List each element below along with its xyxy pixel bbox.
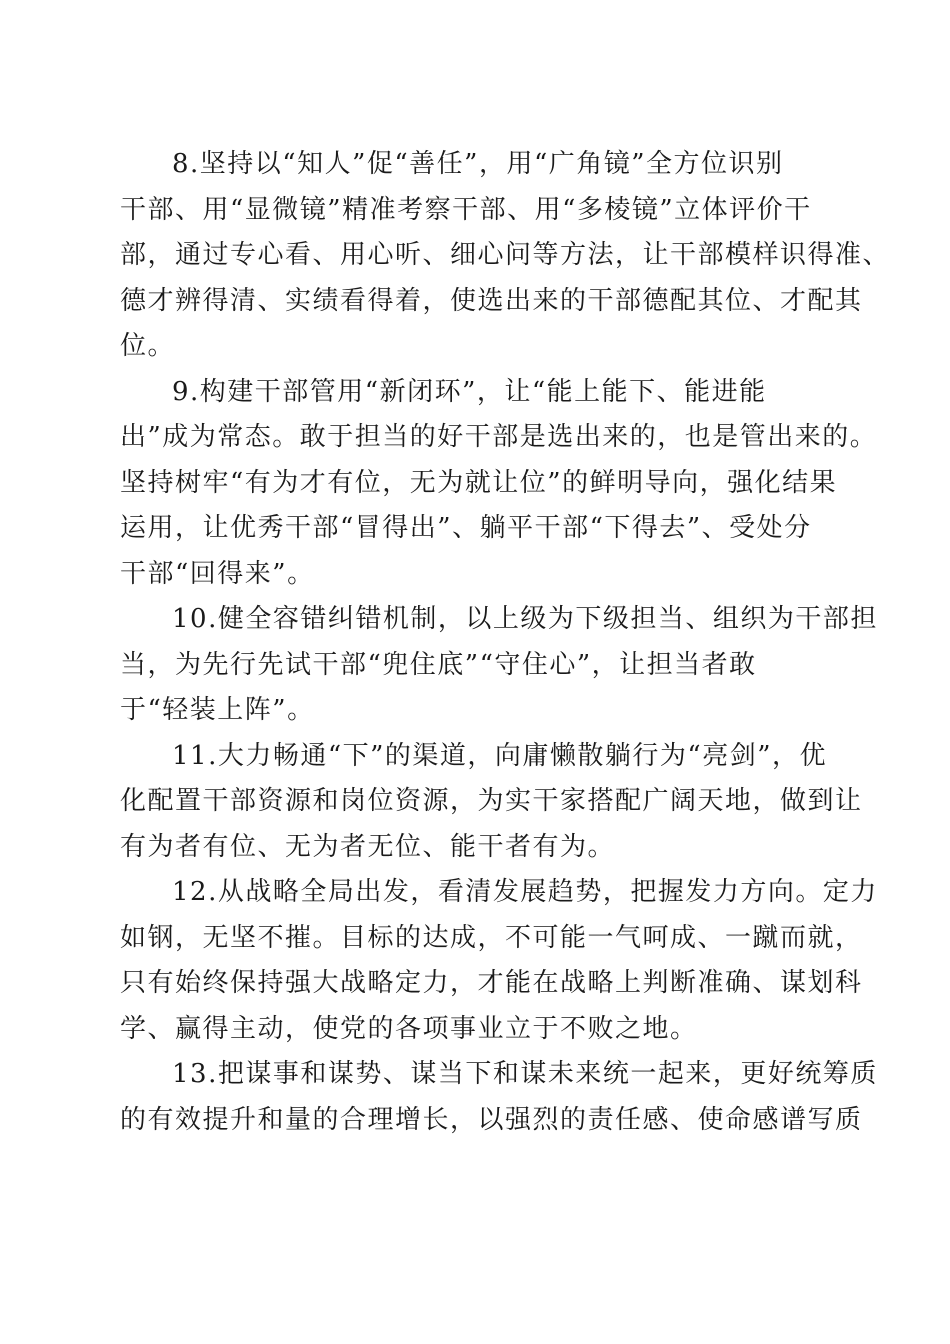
paragraph-line: 干部、用“显微镜”精准考察干部、用“多棱镜”立体评价干 (120, 194, 812, 225)
paragraph-line: 有为者有位、无为者无位、能干者有为。 (120, 831, 616, 862)
paragraph-line: 出”成为常态。敢于担当的好干部是选出来的，也是管出来的。 (120, 422, 878, 452)
paragraph-line: 坚持树牢“有为才有位，无为就让位”的鲜明导向，强化结果 (120, 467, 838, 498)
paragraph-line: 学、赢得主动，使党的各项事业立于不败之地。 (120, 1013, 698, 1044)
paragraph-line: 只有始终保持强大战略定力，才能在战略上判断准确、谋划科 (120, 968, 863, 998)
paragraph-10 (120, 597, 878, 734)
paragraph-line: 部，通过专心看、用心听、细心问等方法，让干部模样识得准、 (120, 240, 891, 270)
paragraph-12 (120, 870, 878, 1052)
paragraph-line: 德才辨得清、实绩看得着，使选出来的干部德配其位、才配其 (120, 285, 863, 316)
paragraph-line: 8.坚持以“知人”促“善任”，用“广角镜”全方位识别 (172, 149, 784, 179)
paragraph-line: 位。 (120, 331, 176, 361)
paragraph-line: 12.从战略全局出发，看清发展趋势，把握发力方向。定力 (172, 877, 878, 907)
paragraph-line: 11.大力畅通“下”的渠道，向庸懒散躺行为“亮剑”，优 (172, 740, 828, 771)
paragraph-line: 干部“回得来”。 (120, 558, 315, 589)
document-body (120, 142, 891, 1143)
paragraph-9 (120, 370, 878, 598)
paragraph-line: 13.把谋事和谋势、谋当下和谋未来统一起来，更好统筹质 (172, 1059, 878, 1089)
paragraph-line: 的有效提升和量的合理增长，以强烈的责任感、使命感谱写质 (120, 1104, 863, 1135)
paragraph-line: 9.构建干部管用“新闭环”，让“能上能下、能进能 (172, 376, 767, 407)
paragraph-line: 运用，让优秀干部“冒得出”、躺平干部“下得去”、受处分 (120, 513, 812, 543)
paragraph-line: 于“轻装上阵”。 (120, 695, 315, 725)
paragraph-line: 化配置干部资源和岗位资源，为实干家搭配广阔天地，做到让 (120, 786, 863, 816)
paragraph-11 (120, 734, 863, 871)
paragraph-line: 如钢，无坚不摧。目标的达成，不可能一气呵成、一蹴而就， (120, 922, 863, 953)
paragraph-13 (120, 1052, 878, 1143)
paragraph-line: 当，为先行先试干部“兜住底”“守住心”，让担当者敢 (120, 649, 757, 680)
paragraph-8 (120, 142, 891, 370)
paragraph-line: 10.健全容错纠错机制，以上级为下级担当、组织为干部担 (172, 604, 878, 634)
